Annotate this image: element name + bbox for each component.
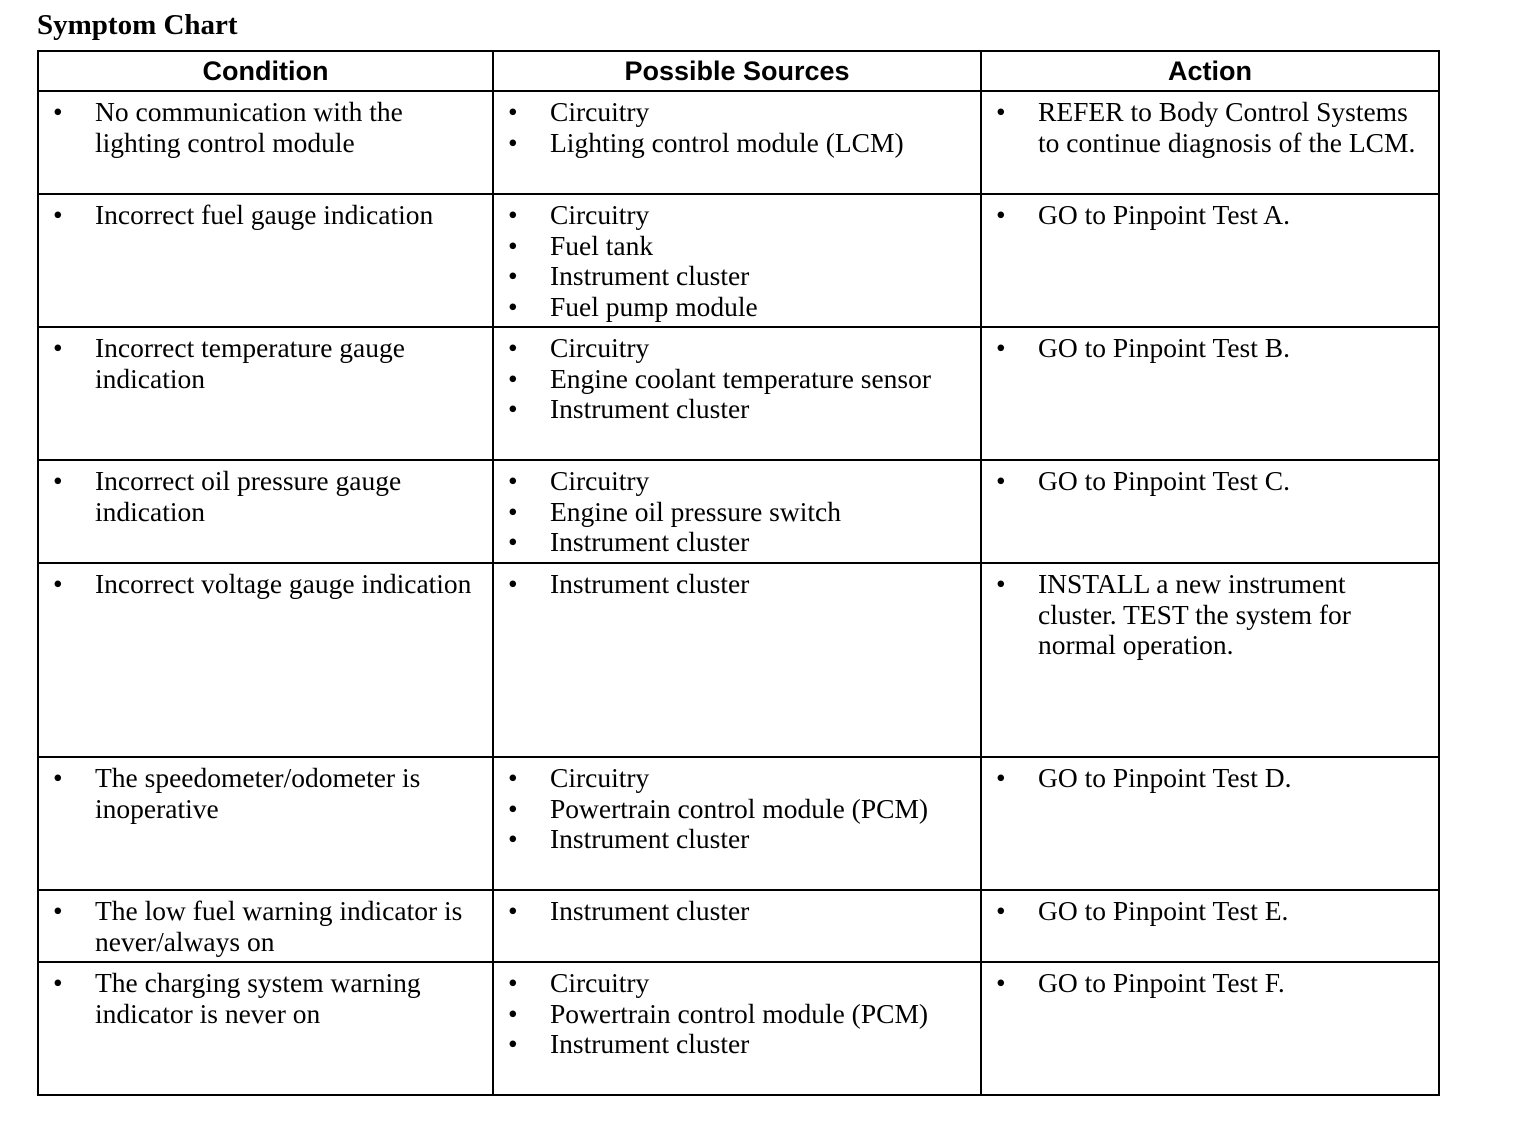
sources-item: [502, 231, 972, 262]
condition-text: The speedometer/odometer is inoperative: [95, 762, 421, 824]
sources-text: Instrument cluster: [550, 823, 750, 854]
cell-sources: [493, 194, 981, 327]
bullet-icon: •: [996, 465, 1006, 496]
sources-text: Circuitry: [550, 762, 650, 793]
sources-text: Circuitry: [550, 96, 650, 127]
action-list: [990, 763, 1430, 794]
cell-sources: [493, 460, 981, 563]
action-list: [990, 333, 1430, 364]
action-list: [990, 200, 1430, 231]
condition-item: [47, 466, 484, 527]
action-list: [990, 968, 1430, 999]
bullet-icon: •: [996, 332, 1006, 363]
sources-item: [502, 896, 972, 927]
bullet-icon: •: [508, 997, 518, 1029]
sources-text: Instrument cluster: [550, 393, 750, 424]
bullet-icon: •: [508, 526, 518, 557]
sources-item: [502, 999, 972, 1030]
action-text: GO to Pinpoint Test D.: [1038, 762, 1292, 793]
condition-item: [47, 968, 484, 1029]
cell-action: [981, 890, 1439, 962]
sources-list: [502, 200, 972, 322]
condition-list: [47, 763, 484, 824]
bullet-icon: •: [996, 762, 1006, 793]
cell-sources: [493, 962, 981, 1095]
bullet-icon: •: [508, 332, 518, 363]
bullet-icon: •: [508, 126, 518, 158]
action-item: [990, 968, 1430, 999]
cell-condition: [38, 327, 493, 460]
sources-text: Engine coolant temperature sensor: [550, 362, 932, 394]
cell-sources: [493, 327, 981, 460]
column-header-action: Action: [981, 51, 1439, 91]
condition-item: [47, 896, 484, 957]
sources-text: Instrument cluster: [550, 895, 750, 926]
condition-list: [47, 333, 484, 394]
bullet-icon: •: [508, 823, 518, 854]
bullet-icon: •: [53, 895, 63, 926]
sources-item: [502, 97, 972, 128]
action-text: GO to Pinpoint Test C.: [1038, 465, 1290, 496]
sources-item: [502, 333, 972, 364]
condition-text: The low fuel warning indicator is never/always on: [95, 895, 463, 957]
bullet-icon: •: [508, 260, 518, 291]
sources-text: Fuel pump module: [550, 290, 758, 322]
action-text: INSTALL a new instrument cluster. TEST the system for normal operation.: [1038, 568, 1351, 660]
sources-item: [502, 128, 972, 159]
sources-text: Instrument cluster: [550, 568, 750, 599]
table-row: [38, 91, 1439, 194]
table-row: [38, 890, 1439, 962]
cell-action: [981, 194, 1439, 327]
document-title: Symptom Chart: [37, 9, 238, 41]
bullet-icon: •: [996, 568, 1006, 599]
condition-list: [47, 466, 484, 527]
bullet-icon: •: [996, 199, 1006, 230]
sources-list: [502, 333, 972, 425]
action-item: [990, 763, 1430, 794]
bullet-icon: •: [508, 290, 518, 322]
sources-list: [502, 97, 972, 158]
sources-item: [502, 1029, 972, 1060]
condition-text: The charging system warning indicator is never on: [95, 967, 421, 1029]
cell-sources: [493, 563, 981, 757]
header-row: [38, 51, 1439, 91]
cell-condition: [38, 194, 493, 327]
bullet-icon: •: [508, 895, 518, 926]
bullet-icon: •: [53, 96, 63, 127]
cell-action: [981, 757, 1439, 890]
bullet-icon: •: [508, 465, 518, 496]
action-item: [990, 569, 1430, 661]
action-item: [990, 97, 1430, 158]
condition-text: Incorrect oil pressure gauge indication: [95, 465, 402, 527]
sources-text: Lighting control module (LCM): [550, 126, 904, 158]
table-row: [38, 460, 1439, 563]
cell-action: [981, 327, 1439, 460]
bullet-icon: •: [508, 792, 518, 824]
sources-item: [502, 292, 972, 323]
sources-text: Circuitry: [550, 332, 650, 363]
bullet-icon: •: [508, 96, 518, 127]
condition-list: [47, 569, 484, 600]
sources-text: Powertrain control module (PCM): [550, 997, 929, 1029]
sources-item: [502, 497, 972, 528]
action-list: [990, 466, 1430, 497]
table-row: [38, 962, 1439, 1095]
sources-text: Circuitry: [550, 967, 650, 998]
table-row: [38, 327, 1439, 460]
table-row: [38, 757, 1439, 890]
condition-list: [47, 200, 484, 231]
action-text: GO to Pinpoint Test E.: [1038, 895, 1289, 926]
bullet-icon: •: [508, 362, 518, 394]
sources-list: [502, 968, 972, 1060]
action-list: [990, 569, 1430, 661]
bullet-icon: •: [508, 967, 518, 998]
cell-condition: [38, 91, 493, 194]
condition-list: [47, 97, 484, 158]
cell-action: [981, 460, 1439, 563]
sources-item: [502, 394, 972, 425]
bullet-icon: •: [53, 762, 63, 793]
sources-item: [502, 261, 972, 292]
sources-list: [502, 896, 972, 927]
sources-list: [502, 569, 972, 600]
cell-sources: [493, 890, 981, 962]
bullet-icon: •: [508, 495, 518, 527]
bullet-icon: •: [508, 199, 518, 230]
sources-item: [502, 466, 972, 497]
sources-text: Powertrain control module (PCM): [550, 792, 929, 824]
sources-text: Fuel tank: [550, 229, 654, 261]
column-header-condition: Condition: [38, 51, 493, 91]
sources-text: Engine oil pressure switch: [550, 495, 841, 527]
column-header-sources: Possible Sources: [493, 51, 981, 91]
action-list: [990, 896, 1430, 927]
bullet-icon: •: [508, 762, 518, 793]
action-text: GO to Pinpoint Test B.: [1038, 332, 1290, 363]
condition-item: [47, 333, 484, 394]
bullet-icon: •: [996, 895, 1006, 926]
symptom-table: [37, 50, 1440, 1096]
bullet-icon: •: [508, 568, 518, 599]
bullet-icon: •: [53, 465, 63, 496]
action-item: [990, 466, 1430, 497]
sources-text: Circuitry: [550, 199, 650, 230]
condition-list: [47, 968, 484, 1029]
action-text: REFER to Body Control Systems to continue diagnosis of the LCM.: [1038, 96, 1416, 158]
sources-item: [502, 527, 972, 558]
bullet-icon: •: [996, 967, 1006, 998]
condition-text: No communication with the lighting control module: [95, 96, 403, 158]
condition-item: [47, 763, 484, 824]
bullet-icon: •: [53, 967, 63, 998]
cell-action: [981, 91, 1439, 194]
bullet-icon: •: [53, 332, 63, 363]
cell-condition: [38, 962, 493, 1095]
cell-action: [981, 563, 1439, 757]
bullet-icon: •: [53, 568, 63, 599]
bullet-icon: •: [508, 393, 518, 424]
sources-text: Instrument cluster: [550, 526, 750, 557]
cell-condition: [38, 563, 493, 757]
table-body: [38, 91, 1439, 1095]
bullet-icon: •: [53, 199, 63, 230]
sources-item: [502, 200, 972, 231]
action-text: GO to Pinpoint Test A.: [1038, 199, 1290, 230]
cell-sources: [493, 91, 981, 194]
sources-text: Instrument cluster: [550, 260, 750, 291]
condition-text: Incorrect voltage gauge indication: [95, 568, 472, 599]
cell-sources: [493, 757, 981, 890]
action-item: [990, 333, 1430, 364]
condition-item: [47, 200, 484, 231]
table-row: [38, 563, 1439, 757]
sources-item: [502, 794, 972, 825]
sources-item: [502, 364, 972, 395]
cell-condition: [38, 890, 493, 962]
sources-item: [502, 968, 972, 999]
bullet-icon: •: [508, 1028, 518, 1059]
condition-list: [47, 896, 484, 957]
sources-item: [502, 569, 972, 600]
cell-action: [981, 962, 1439, 1095]
sources-item: [502, 824, 972, 855]
bullet-icon: •: [996, 96, 1006, 127]
action-list: [990, 97, 1430, 158]
action-item: [990, 200, 1430, 231]
cell-condition: [38, 757, 493, 890]
condition-item: [47, 97, 484, 158]
sources-list: [502, 466, 972, 558]
condition-item: [47, 569, 484, 600]
sources-text: Circuitry: [550, 465, 650, 496]
action-text: GO to Pinpoint Test F.: [1038, 967, 1285, 998]
condition-text: Incorrect temperature gauge indication: [95, 332, 405, 394]
action-item: [990, 896, 1430, 927]
sources-text: Instrument cluster: [550, 1028, 750, 1059]
sources-list: [502, 763, 972, 855]
cell-condition: [38, 460, 493, 563]
bullet-icon: •: [508, 229, 518, 261]
sources-item: [502, 763, 972, 794]
condition-text: Incorrect fuel gauge indication: [95, 199, 434, 230]
table-row: [38, 194, 1439, 327]
